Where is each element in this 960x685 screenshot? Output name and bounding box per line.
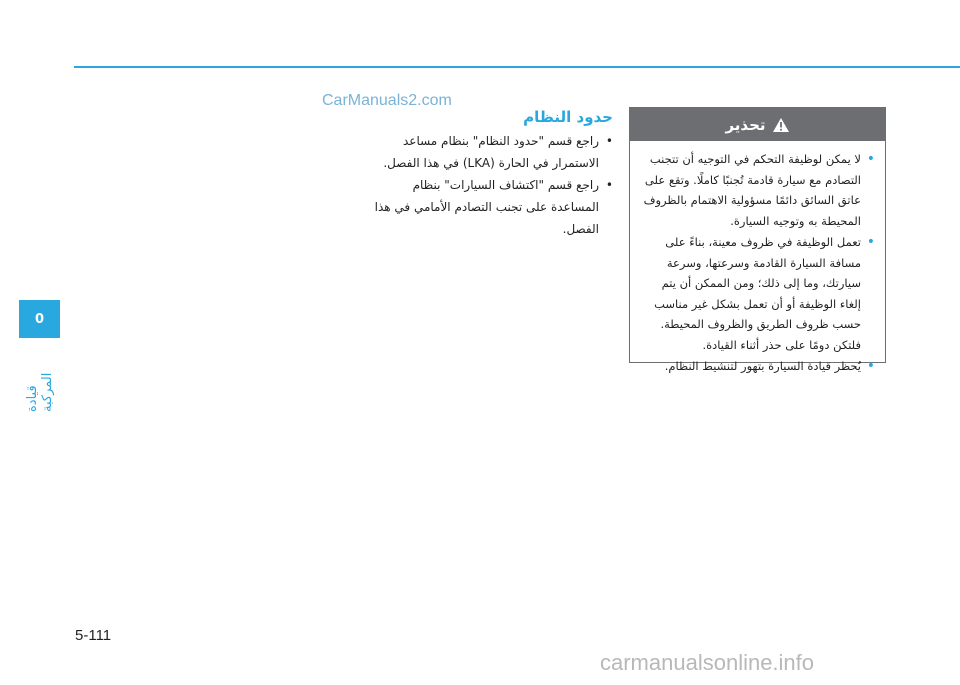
page-number: 5-111 — [75, 627, 112, 644]
section-bullet-list — [365, 130, 613, 240]
warning-item: • يُحظر قيادة السيارة بتهور لتنشيط النظام. — [638, 356, 875, 377]
header-rule — [74, 66, 960, 68]
warning-triangle-icon — [772, 117, 790, 133]
warning-header — [630, 108, 885, 141]
system-limits-section — [365, 108, 613, 240]
section-bullet: • راجع قسم "اكتشاف السيارات" بنظام المساعدة على تجنب التصادم الأمامي في هذا الفصل. — [365, 174, 613, 240]
chapter-label: قيادة المركبة — [25, 372, 55, 412]
warning-item: • تعمل الوظيفة في ظروف معينة، بناءً على مسافة السيارة القادمة وسرعتها، وسرعة سيارتك، وما إلى ذلك؛ ومن الممكن أن يتم إلغاء الوظيفة أو أن تعمل بشكل غير مناسب حسب ظروف الطريق والظروف المحيطة. فلتكن دومًا على حذر أثناء القيادة. — [638, 232, 875, 355]
warning-box — [629, 107, 886, 373]
warning-title: تحذير — [725, 115, 766, 134]
chapter-tab: 0 — [19, 300, 60, 338]
warning-list — [630, 141, 885, 377]
section-bullet: • راجع قسم "حدود النظام" بنظام مساعد الاستمرار في الحارة (LKA) في هذا الفصل. — [365, 130, 613, 174]
watermark-carmanuals: CarManuals2.com — [322, 92, 452, 109]
warning-item: • لا يمكن لوظيفة التحكم في التوجيه أن تتجنب التصادم مع سيارة قادمة تُجنبًا كاملًا. وتقع على عاتق السائق دائمًا مسؤولية الاهتمام بالظروف المحيطة به وتوجيه السيارة. — [638, 149, 875, 231]
section-title: حدود النظام — [523, 108, 613, 126]
watermark-carmanualsonline: carmanualsonline.info — [600, 650, 815, 675]
